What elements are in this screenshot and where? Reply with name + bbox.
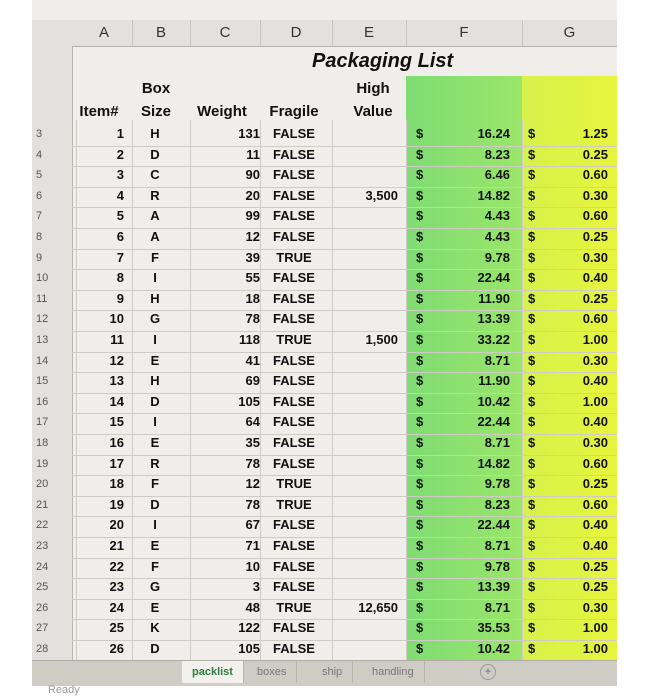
cell-weight[interactable]: 105 [238,393,260,409]
cell-packing-cost[interactable]: 8.71 [484,435,510,450]
row-header-24[interactable]: 24 [36,560,49,573]
cell-handling-currency[interactable]: $ [528,538,536,553]
header-item: Item# [79,103,119,120]
cell-box-size[interactable]: C [150,167,160,183]
cell-packing-cost[interactable]: 14.82 [477,187,510,203]
cell-handling-currency[interactable]: $ [528,311,536,327]
cell-packing-currency[interactable]: $ [416,517,424,533]
cell-weight[interactable]: 69 [245,373,260,389]
cell-packing-cost[interactable]: 35.53 [477,620,510,636]
row-header-16[interactable]: 16 [36,395,49,408]
cell-packing-currency[interactable]: $ [416,332,424,347]
cell-item-number[interactable]: 4 [116,187,124,203]
cell-item-number[interactable]: 20 [109,517,124,533]
cell-packing-cost[interactable]: 8.71 [484,538,510,553]
cell-weight[interactable]: 71 [245,538,260,553]
row-header-17[interactable]: 17 [36,416,49,429]
cell-packing-currency[interactable]: $ [416,641,424,656]
cell-weight[interactable]: 11 [246,146,260,162]
row-header-9[interactable]: 9 [36,251,43,264]
cell-packing-cost[interactable]: 33.22 [477,332,510,347]
column-header-f[interactable]: F [406,20,523,46]
cell-weight[interactable]: 3 [252,579,260,595]
cell-packing-currency[interactable]: $ [416,373,424,389]
cell-fragile[interactable]: FALSE [273,435,315,450]
column-gridline [132,120,133,660]
cell-weight[interactable]: 35 [245,435,260,450]
row-header-8[interactable]: 8 [36,231,43,243]
cell-item-number[interactable]: 12 [109,352,124,368]
cell-handling-currency[interactable]: $ [528,208,536,224]
cell-packing-currency[interactable]: $ [416,229,424,244]
row-header-10[interactable]: 10 [36,272,49,285]
cell-weight[interactable]: 10 [245,558,260,574]
cell-item-number[interactable]: 22 [109,558,124,574]
cell-box-size[interactable]: D [150,496,160,512]
cell-packing-currency[interactable]: $ [416,455,424,471]
column-header-d[interactable]: D [260,20,333,46]
cell-weight[interactable]: 12 [245,229,260,244]
cell-item-number[interactable]: 16 [109,435,124,450]
cell-box-size[interactable]: I [153,517,157,533]
cell-box-size[interactable]: E [150,599,160,615]
cell-fragile[interactable]: FALSE [273,270,315,286]
cell-packing-currency[interactable]: $ [416,599,424,615]
cell-weight[interactable]: 78 [245,455,260,471]
cell-item-number[interactable]: 7 [116,249,124,265]
cell-item-number[interactable]: 24 [109,599,124,615]
cell-fragile[interactable]: FALSE [273,373,315,389]
column-gridline [190,120,191,660]
cell-handling-currency[interactable]: $ [528,517,536,533]
cell-handling-surcharge[interactable]: 0.25 [582,558,608,574]
row-header-19[interactable]: 19 [36,457,49,470]
cell-item-number[interactable]: 19 [109,496,124,512]
cell-packing-cost[interactable]: 4.43 [484,208,510,224]
cell-fragile[interactable]: FALSE [273,187,315,203]
cell-box-size[interactable]: F [151,249,159,265]
cell-packing-currency[interactable]: $ [416,167,424,183]
cell-item-number[interactable]: 10 [109,311,124,327]
cell-packing-cost[interactable]: 22.44 [477,414,510,430]
cell-box-size[interactable]: H [150,290,160,306]
cell-box-size[interactable]: K [150,620,160,636]
cell-fragile[interactable]: FALSE [273,146,315,162]
cell-box-size[interactable]: I [153,270,157,286]
cell-packing-cost[interactable]: 8.71 [484,352,510,368]
cell-handling-currency[interactable]: $ [528,620,536,636]
cell-packing-cost[interactable]: 8.71 [484,599,510,615]
cell-weight[interactable]: 131 [238,126,260,141]
row-header-14[interactable]: 14 [36,354,49,367]
cell-handling-currency[interactable]: $ [528,476,536,492]
cell-handling-currency[interactable]: $ [528,455,536,471]
cell-item-number[interactable]: 25 [109,620,124,636]
cell-handling-currency[interactable]: $ [528,146,536,162]
cell-fragile[interactable]: TRUE [276,249,312,265]
cell-handling-currency[interactable]: $ [528,599,536,615]
cell-box-size[interactable]: F [151,558,159,574]
column-header-c[interactable]: C [190,20,261,46]
cell-handling-surcharge[interactable]: 0.60 [582,311,608,327]
column-header-e[interactable]: E [332,20,407,46]
worksheet[interactable] [32,0,617,660]
cell-handling-surcharge[interactable]: 0.30 [582,352,608,368]
row-header-4[interactable]: 4 [36,148,43,161]
column-gridline [76,120,77,660]
row-header-6[interactable]: 6 [36,189,43,202]
cell-item-number[interactable]: 8 [116,270,124,286]
cell-packing-currency[interactable]: $ [416,249,424,265]
row-header-12[interactable]: 12 [36,313,49,326]
cell-box-size[interactable]: E [150,352,160,368]
cell-weight[interactable]: 78 [245,311,260,327]
cell-item-number[interactable]: 15 [109,414,124,430]
cell-fragile[interactable]: TRUE [276,476,312,492]
cell-packing-currency[interactable]: $ [416,393,424,409]
cell-fragile[interactable]: FALSE [273,290,315,306]
cell-fragile[interactable]: TRUE [276,599,312,615]
cell-weight[interactable]: 48 [245,599,260,615]
cell-packing-cost[interactable]: 13.39 [477,579,510,595]
cell-packing-cost[interactable]: 4.43 [484,229,510,244]
column-gridline [522,120,523,660]
cell-handling-surcharge[interactable]: 0.40 [582,270,608,286]
row-header-5[interactable]: 5 [36,169,43,182]
cell-packing-cost[interactable]: 11.90 [478,290,510,306]
row-header-26[interactable]: 26 [36,601,49,614]
cell-handling-surcharge[interactable]: 0.40 [582,373,608,389]
row-header-25[interactable]: 25 [36,581,49,594]
row-header-15[interactable]: 15 [36,375,49,388]
cell-handling-surcharge[interactable]: 1.00 [582,332,608,347]
cell-handling-currency[interactable]: $ [528,229,536,244]
cell-handling-surcharge[interactable]: 1.00 [582,393,608,409]
cell-fragile[interactable]: FALSE [273,229,315,244]
cell-packing-cost[interactable]: 8.23 [484,496,510,512]
cell-weight[interactable]: 55 [245,270,260,286]
column-gridline [260,120,261,660]
cell-weight[interactable]: 18 [245,290,260,306]
cell-item-number[interactable]: 9 [116,290,124,306]
cell-packing-currency[interactable]: $ [416,311,424,327]
cell-fragile[interactable]: FALSE [273,641,315,656]
column-gridline [332,120,333,660]
cell-item-number[interactable]: 2 [116,146,124,162]
cell-handling-surcharge[interactable]: 0.30 [582,599,608,615]
cell-packing-currency[interactable]: $ [416,558,424,574]
cell-box-size[interactable]: F [151,476,159,492]
cell-handling-surcharge[interactable]: 0.40 [582,517,608,533]
cell-handling-currency[interactable]: $ [528,393,536,409]
cell-item-number[interactable]: 21 [109,538,124,553]
cell-handling-surcharge[interactable]: 1.25 [582,126,608,141]
row-header-22[interactable]: 22 [36,519,49,532]
cell-packing-cost[interactable]: 22.44 [477,517,510,533]
cell-weight[interactable]: 64 [245,414,260,430]
cell-fragile[interactable]: TRUE [276,496,312,512]
header-fragile: Fragile [269,103,319,120]
cell-box-size[interactable]: I [153,414,157,430]
cell-weight[interactable]: 67 [245,517,260,533]
header-high-value-line2: Value [353,103,393,120]
sheet-tab-boxes[interactable]: boxes [247,661,297,683]
cell-packing-cost[interactable]: 6.46 [484,167,510,183]
cell-fragile[interactable]: FALSE [273,558,315,574]
cell-packing-currency[interactable]: $ [416,208,424,224]
cell-packing-currency[interactable]: $ [416,352,424,368]
header-box-line1: Box [141,80,171,97]
cell-high-value[interactable]: 12,650 [358,599,398,615]
cell-fragile[interactable]: FALSE [273,620,315,636]
cell-packing-cost[interactable]: 13.39 [477,311,510,327]
cell-packing-cost[interactable]: 9.78 [484,249,510,265]
column-header-a[interactable]: A [76,20,133,46]
cell-item-number[interactable]: 11 [110,332,124,347]
cell-fragile[interactable]: FALSE [273,311,315,327]
cell-handling-currency[interactable]: $ [528,414,536,430]
cell-handling-currency[interactable]: $ [528,435,536,450]
cell-weight[interactable]: 39 [245,249,260,265]
cell-handling-currency[interactable]: $ [528,187,536,203]
cell-handling-surcharge[interactable]: 0.60 [582,208,608,224]
cell-handling-currency[interactable]: $ [528,579,536,595]
cell-handling-currency[interactable]: $ [528,352,536,368]
cell-fragile[interactable]: TRUE [276,332,312,347]
cell-handling-surcharge[interactable]: 0.30 [582,187,608,203]
cell-handling-surcharge[interactable]: 0.60 [582,167,608,183]
cell-handling-currency[interactable]: $ [528,496,536,512]
sheet-tab-handling[interactable]: handling [362,661,425,683]
cell-high-value[interactable]: 1,500 [365,332,398,347]
cell-packing-cost[interactable]: 16.24 [477,126,510,141]
status-bar-text: Ready [48,684,80,696]
sheet-tab-bar [32,660,617,686]
cell-packing-cost[interactable]: 10.42 [477,393,510,409]
column-header-row [32,20,617,47]
cell-box-size[interactable]: A [150,208,160,224]
cell-handling-currency[interactable]: $ [528,373,536,389]
cell-handling-currency[interactable]: $ [528,126,536,141]
cell-packing-currency[interactable]: $ [416,270,424,286]
cell-packing-currency[interactable]: $ [416,146,424,162]
cell-weight[interactable]: 12 [245,476,260,492]
cell-weight[interactable]: 122 [238,620,260,636]
cell-fragile[interactable]: FALSE [273,208,315,224]
cell-item-number[interactable]: 1 [116,126,124,141]
cell-handling-surcharge[interactable]: 0.40 [582,538,608,553]
cell-handling-currency[interactable]: $ [528,167,536,183]
row-header-20[interactable]: 20 [36,478,49,491]
cell-box-size[interactable]: R [150,455,160,471]
cell-box-size[interactable]: R [150,187,160,203]
cell-handling-surcharge[interactable]: 0.25 [582,476,608,492]
cell-handling-surcharge[interactable]: 0.25 [582,146,608,162]
row-header-3[interactable]: 3 [36,128,43,140]
cell-handling-surcharge[interactable]: 0.25 [582,229,608,244]
cell-packing-currency[interactable]: $ [416,496,424,512]
cell-packing-currency[interactable]: $ [416,476,424,492]
cell-packing-currency[interactable]: $ [416,290,424,306]
cell-box-size[interactable]: D [150,641,160,656]
cell-weight[interactable]: 90 [245,167,260,183]
cell-fragile[interactable]: FALSE [273,538,315,553]
cell-fragile[interactable]: FALSE [273,517,315,533]
row-header-23[interactable]: 23 [36,540,49,552]
cell-fragile[interactable]: FALSE [273,414,315,430]
column-gridline [406,120,407,660]
cell-fragile[interactable]: FALSE [273,393,315,409]
cell-weight[interactable]: 41 [245,352,260,368]
cell-fragile[interactable]: FALSE [273,579,315,595]
cell-packing-cost[interactable]: 9.78 [484,476,510,492]
cell-box-size[interactable]: D [150,393,160,409]
add-sheet-icon[interactable]: + [480,664,496,680]
cell-box-size[interactable]: D [150,146,160,162]
cell-fragile[interactable]: FALSE [273,126,315,141]
cell-packing-cost[interactable]: 8.23 [484,146,510,162]
cell-fragile[interactable]: FALSE [273,455,315,471]
cell-handling-surcharge[interactable]: 1.00 [582,620,608,636]
cell-box-size[interactable]: E [150,538,160,553]
cell-item-number[interactable]: 5 [116,208,124,224]
cell-item-number[interactable]: 17 [109,455,124,471]
sheet-tab-packlist[interactable]: packlist [182,661,244,683]
cell-handling-currency[interactable]: $ [528,558,536,574]
sheet-tab-ship[interactable]: ship [312,661,353,683]
cell-handling-surcharge[interactable]: 0.30 [582,249,608,265]
cell-box-size[interactable]: G [149,311,161,327]
cell-item-number[interactable]: 14 [109,393,124,409]
cell-packing-currency[interactable]: $ [416,538,424,553]
row-header-21[interactable]: 21 [36,498,49,511]
header-box-line2: Size [140,103,171,120]
cell-item-number[interactable]: 3 [116,167,124,183]
row-header-28[interactable]: 28 [36,643,49,655]
cell-handling-currency[interactable]: $ [528,249,536,265]
cell-packing-cost[interactable]: 14.82 [477,455,510,471]
cell-handling-surcharge[interactable]: 0.25 [582,290,608,306]
cell-handling-surcharge[interactable]: 0.60 [582,496,608,512]
cell-handling-surcharge[interactable]: 0.60 [582,455,608,471]
header-high-value-line1: High [356,80,390,97]
cell-packing-currency[interactable]: $ [416,435,424,450]
cell-handling-currency[interactable]: $ [528,641,536,656]
cell-handling-surcharge[interactable]: 0.30 [582,435,608,450]
cell-packing-currency[interactable]: $ [416,187,424,203]
cell-box-size[interactable]: A [150,229,160,244]
cell-packing-cost[interactable]: 10.42 [477,641,510,656]
cell-box-size[interactable]: E [150,435,160,450]
cell-box-size[interactable]: H [150,126,160,141]
row-header-27[interactable]: 27 [36,622,49,635]
row-header-7[interactable]: 7 [36,210,43,223]
row-header-11[interactable]: 11 [36,292,48,305]
cell-handling-currency[interactable]: $ [528,290,536,306]
cell-item-number[interactable]: 18 [109,476,124,492]
cell-item-number[interactable]: 6 [116,229,124,244]
cell-fragile[interactable]: FALSE [273,352,315,368]
cell-box-size[interactable]: H [150,373,160,389]
cell-packing-cost[interactable]: 9.78 [484,558,510,574]
column-header-b[interactable]: B [132,20,191,46]
row-header-13[interactable]: 13 [36,334,49,346]
cell-high-value[interactable]: 3,500 [365,187,398,203]
sheet-title: Packaging List [312,50,454,72]
cell-item-number[interactable]: 26 [109,641,124,656]
cell-fragile[interactable]: FALSE [273,167,315,183]
cell-packing-cost[interactable]: 11.90 [478,373,510,389]
cell-item-number[interactable]: 13 [109,373,124,389]
cell-handling-surcharge[interactable]: 0.25 [582,579,608,595]
cell-box-size[interactable]: G [149,579,161,595]
row-header-18[interactable]: 18 [36,437,49,449]
cell-packing-currency[interactable]: $ [416,414,424,430]
cell-handling-currency[interactable]: $ [528,270,536,286]
cell-packing-currency[interactable]: $ [416,579,424,595]
header-weight: Weight [197,103,247,120]
cell-handling-surcharge[interactable]: 0.40 [582,414,608,430]
column-header-g[interactable]: G [522,20,617,46]
cell-weight[interactable]: 20 [245,187,260,203]
cell-packing-currency[interactable]: $ [416,620,424,636]
spreadsheet-window [32,0,617,686]
cell-handling-currency[interactable]: $ [528,332,536,347]
cell-packing-cost[interactable]: 22.44 [477,270,510,286]
cell-box-size[interactable]: I [153,332,157,347]
cell-weight[interactable]: 118 [239,332,260,347]
cell-weight[interactable]: 78 [245,496,260,512]
cell-weight[interactable]: 99 [245,208,260,224]
row-header-column [32,46,73,660]
cell-packing-currency[interactable]: $ [416,126,424,141]
cell-weight[interactable]: 105 [238,641,260,656]
cell-item-number[interactable]: 23 [109,579,124,595]
cell-handling-surcharge[interactable]: 1.00 [582,641,608,656]
